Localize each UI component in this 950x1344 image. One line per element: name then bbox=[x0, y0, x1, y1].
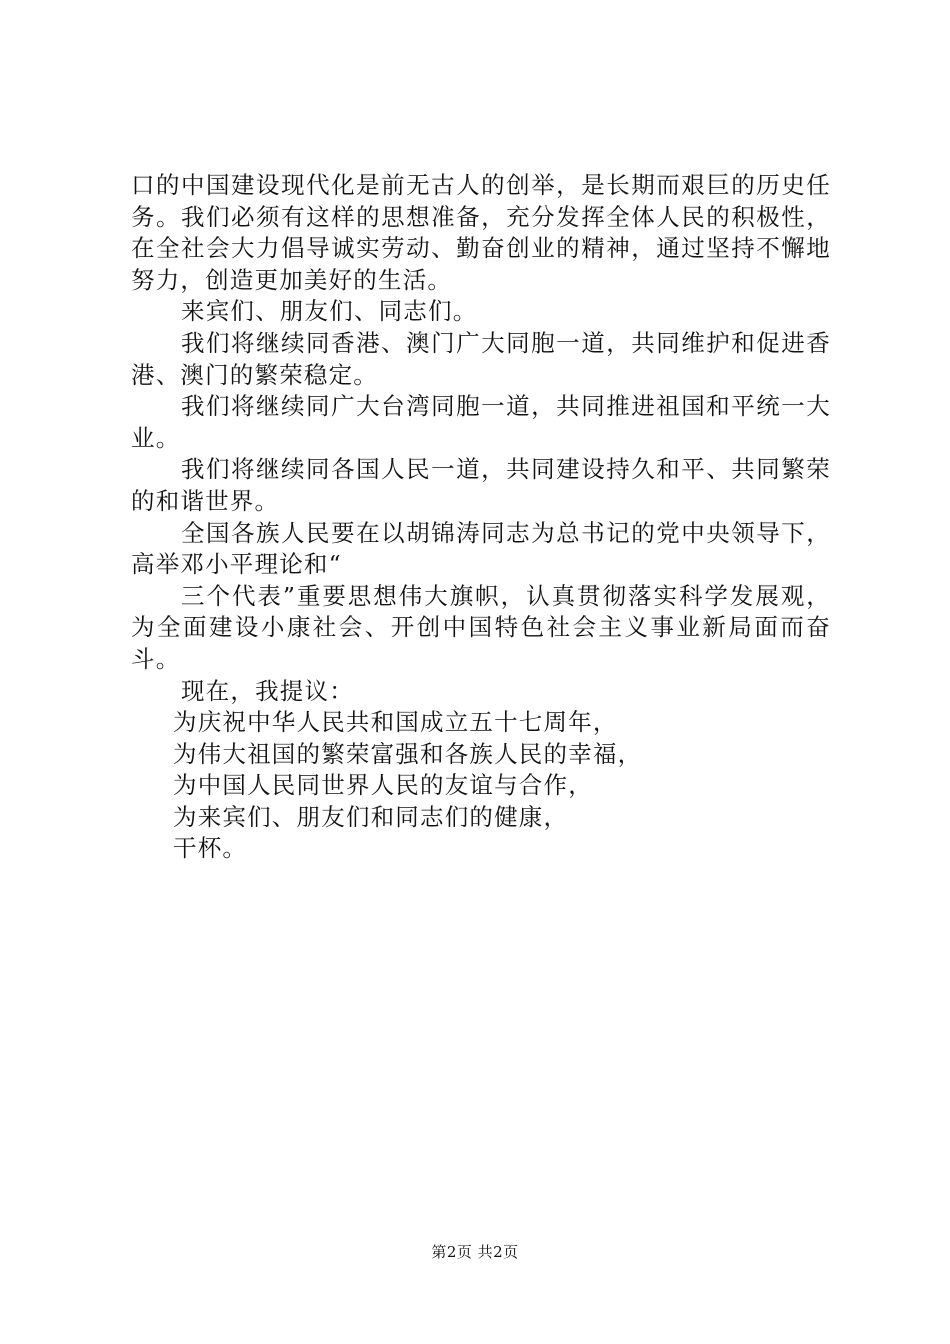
paragraph-world: 我们将继续同各国人民一道，共同建设持久和平、共同繁荣的和谐世界。 bbox=[131, 455, 831, 515]
document-body bbox=[131, 170, 831, 865]
paragraph-hongkong-macau: 我们将继续同香港、澳门广大同胞一道，共同维护和促进香港、澳门的繁荣稳定。 bbox=[131, 328, 831, 389]
paragraph-address: 来宾们、朋友们、同志们。 bbox=[181, 297, 478, 326]
toast-line: 为庆祝中华人民共和国成立五十七周年， bbox=[173, 708, 618, 737]
paragraph-taiwan: 我们将继续同广大台湾同胞一道，共同推进祖国和平统一大业。 bbox=[131, 392, 831, 452]
toast-line: 为伟大祖国的繁荣富强和各族人民的幸福， bbox=[173, 739, 643, 768]
toast-line: 为来宾们、朋友们和同志们的健康， bbox=[173, 802, 569, 831]
paragraph-three-represents: 三个代表”重要思想伟大旗帜，认真贯彻落实科学发展观，为全面建设小康社会、开创中国特色社会主义事业新局面而奋斗。 bbox=[131, 581, 831, 673]
paragraph-continuation: 口的中国建设现代化是前无古人的创举，是长期而艰巨的历史任务。我们必须有这样的思想准备，充分发挥全体人民的积极性，在全社会大力倡导诚实劳动、勤奋创业的精神，通过坚持不懈地努力，创造更加美好的生活。 bbox=[131, 171, 831, 294]
toast-line: 为中国人民同世界人民的友谊与合作， bbox=[173, 771, 593, 800]
paragraph-leadership: 全国各族人民要在以胡锦涛同志为总书记的党中央领导下，高举邓小平理论和“ bbox=[131, 518, 831, 579]
page-footer: 第2页 共2页 bbox=[431, 1243, 519, 1261]
toast-line: 干杯。 bbox=[173, 834, 248, 863]
paragraph-proposal: 现在，我提议： bbox=[181, 676, 354, 705]
